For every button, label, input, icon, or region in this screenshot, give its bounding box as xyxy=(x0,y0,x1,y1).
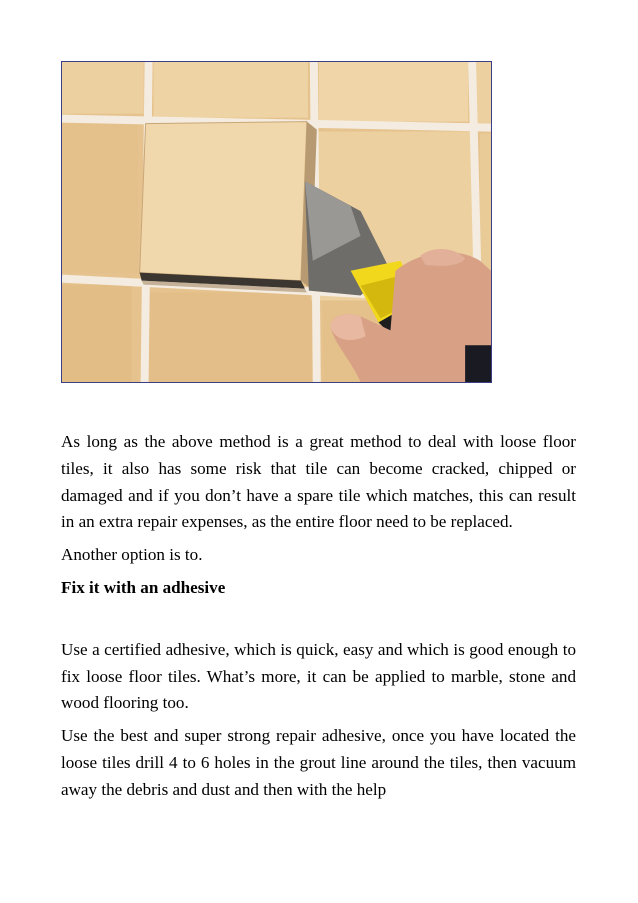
paragraph-risk: As long as the above method is a great method to deal with loose floor tiles, it also has some risk that tile can become cracked, chipped or damaged and if you don’t have a spare tile which matches, this can result in an extra repair expenses, as the entire floor need to be replaced. xyxy=(61,432,576,532)
tile-photo-illustration xyxy=(62,62,491,382)
paragraph-adhesive: Use a certified adhesive, which is quick, easy and which is good enough to fix loose floor tiles. What’s more, it can be applied to marble, stone and wood flooring too. xyxy=(61,639,576,713)
paragraph-another-option: Another option is to. xyxy=(61,545,203,565)
paragraph-instructions: Use the best and super strong repair adhesive, once you have located the loose tiles drill 4 to 6 holes in the grout line around the tiles, then vacuum away the debris and dust and then with the help xyxy=(61,726,576,799)
section-heading: Fix it with an adhesive xyxy=(61,577,226,597)
body-text xyxy=(61,429,576,804)
tile-repair-photo xyxy=(61,61,492,383)
